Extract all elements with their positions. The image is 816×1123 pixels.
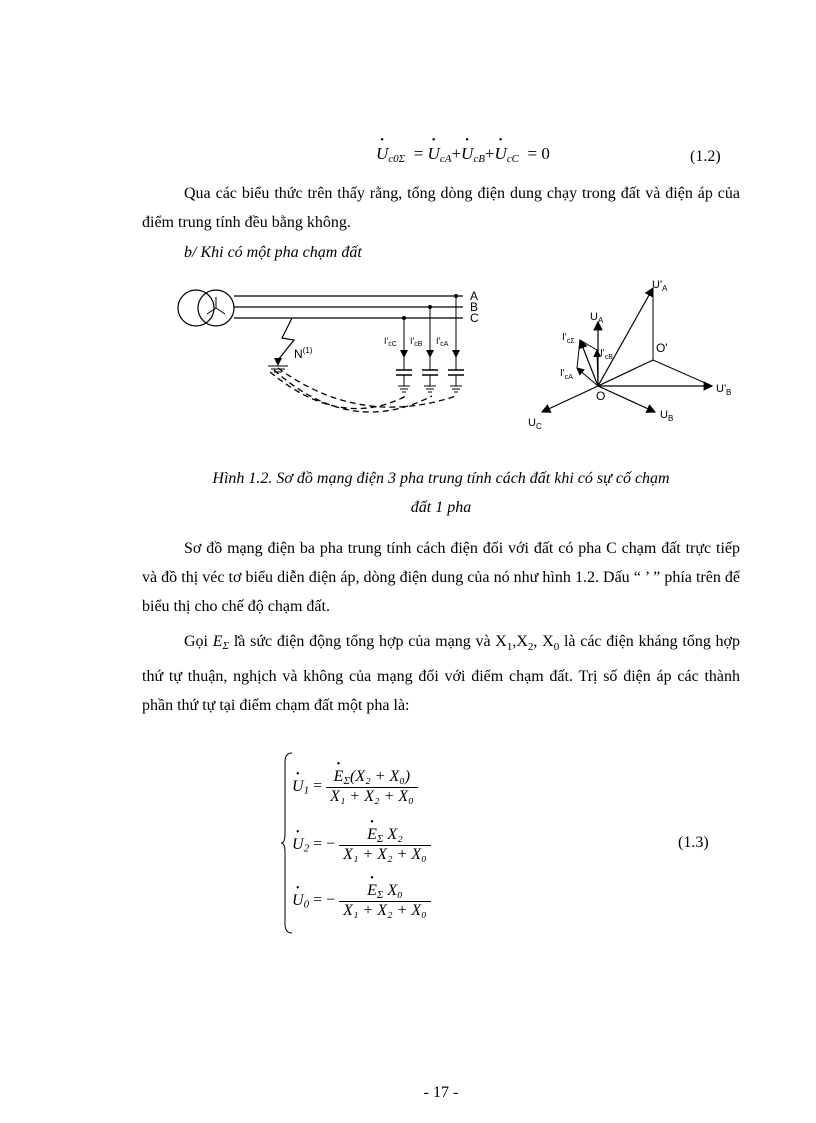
label-uc: $U_C$ — [528, 417, 542, 431]
vector-uc — [542, 386, 598, 412]
eq13-row2-lhs: • U — [292, 836, 304, 853]
eq13-row2-den: X₁ + X₂ + X₀ — [343, 846, 427, 863]
eq12-t1-sub: cA — [439, 153, 452, 165]
eq13-row2-num-sub: Σ — [376, 833, 384, 845]
eq12-lhs-sub: c0Σ — [388, 153, 406, 165]
eq13-row1-num-sub: Σ — [343, 775, 350, 787]
equation-1-3-number: (1.3) — [678, 834, 709, 851]
vector-neutral — [598, 360, 653, 386]
eq13-row3-num-rest: X₀ — [383, 882, 403, 899]
p3-sep1: ,X — [512, 633, 528, 650]
arrow-c — [400, 350, 408, 358]
paragraph-2: Sơ đồ mạng điện ba pha trung tính cách điện đối với đất có pha C chạm đất trực tiếp và đồ thị véc tơ biểu diễn điện áp, dòng điện dung của nó như hình 1.2. Dấu “ ’ ” phía trên để biểu thị cho chế độ chạm đất. — [142, 540, 740, 615]
cap-grounds — [398, 375, 462, 392]
eq13-row2-fraction — [339, 826, 431, 864]
vector-ic-sigma — [580, 340, 598, 386]
eq13-row3-num: • E — [367, 882, 377, 899]
figure-caption-line-1: Hình 1.2. Sơ đồ mạng điện 3 pha trung tính cách đất khi có sự cố chạm — [212, 470, 670, 487]
p3-emf-symbol: • E — [213, 633, 223, 650]
fault-ground — [268, 366, 288, 372]
cap-label-c: $I'_{cC}$ — [384, 336, 397, 348]
eq12-t3: • U — [495, 144, 507, 163]
label-ica: $I'_{cA}$ — [560, 368, 573, 381]
cap-label-a: $I'_{cA}$ — [436, 336, 449, 348]
arrow-a — [452, 350, 460, 358]
p3-suffix: là các điện kháng tổng hợp thứ tự thuận, nghịch và không của mạng đối với điểm chạm đất. Trị số điện áp các thành phần thứ tự tại điểm chạm đất một pha là: — [142, 633, 741, 715]
eq13-row2-lhs-sub: 2 — [303, 842, 310, 855]
p3-middle: là sức điện động tổng hợp của mạng và X — [229, 633, 507, 650]
eq13-row1-den: X₁ + X₂ + X₀ — [330, 788, 414, 805]
p3-prefix: Gọi — [184, 633, 213, 650]
eq13-row3-num-sub: Σ — [376, 889, 384, 901]
equation-1-2-number: (1.2) — [690, 148, 721, 165]
p3-emf-sub: Σ — [222, 640, 230, 652]
page-number: - 17 - — [423, 1084, 459, 1101]
figure-caption-line-2: đất 1 pha — [410, 499, 472, 516]
capacitors — [396, 370, 464, 375]
fault-symbol — [278, 318, 294, 360]
subheading: b/ Khi có một pha chạm đất — [184, 244, 362, 261]
phase-label-b: B — [470, 300, 479, 314]
fault-arrow — [274, 358, 282, 366]
circuit-diagram — [170, 278, 490, 428]
eq13-row3-sign: = − — [313, 891, 336, 909]
label-o-prime: O' — [656, 341, 668, 355]
paragraph-3 — [142, 627, 740, 720]
eq12-t3-sub: cC — [506, 153, 520, 165]
line-ica-icsigma — [577, 340, 580, 368]
equation-1-3-row-1 — [292, 768, 418, 806]
eq13-row3-lhs-sub: 0 — [303, 898, 310, 911]
fault-label: $N^{(1)}$ — [294, 346, 313, 361]
eq13-row2-sign: = − — [313, 835, 336, 853]
phase-label-a: A — [470, 289, 479, 303]
equation-1-3-row-2 — [292, 826, 431, 864]
eq13-row2-num-rest: X₂ — [383, 826, 403, 843]
eq13-row1-num: • E — [334, 768, 344, 785]
vector-up-a — [598, 288, 653, 386]
eq13-row1-sign: = — [313, 777, 323, 795]
equation-1-3-row-3 — [292, 882, 431, 920]
phase-label-c: C — [470, 311, 479, 325]
eq12-t2-sub: cB — [473, 153, 485, 165]
label-up-a: $U'_A$ — [652, 279, 668, 293]
label-ic-sigma: $I'_{c\Sigma}$ — [562, 332, 575, 345]
eq13-row2-num: • E — [367, 826, 377, 843]
return-path-1 — [278, 368, 456, 407]
eq13-row3-lhs: • U — [292, 892, 304, 909]
label-icb: $I'_{cB}$ — [600, 348, 613, 361]
label-up-b: $U'_B$ — [716, 383, 732, 397]
eq13-row3-fraction — [339, 882, 431, 920]
line-oprime-upb — [653, 360, 712, 386]
label-o: O — [596, 389, 606, 403]
vector-ub — [598, 386, 655, 412]
eq13-row1-fraction — [326, 768, 418, 806]
label-ub: $U_B$ — [660, 409, 674, 423]
eq13-row3-den: X₁ + X₂ + X₀ — [343, 902, 427, 919]
eq13-row1-num-rest: (X₂ + X₀) — [350, 768, 411, 785]
label-ua: $U_A$ — [590, 311, 604, 325]
wye-symbol — [207, 297, 225, 314]
phasor-diagram — [520, 278, 750, 438]
return-path-3 — [270, 372, 406, 409]
cap-label-b: $I'_{cB}$ — [410, 336, 423, 348]
p3-x2-sub: 2 — [527, 641, 534, 654]
eq13-row1-lhs: • U — [292, 778, 304, 795]
paragraph-1: Qua các biểu thức trên thấy rằng, tổng dòng điện dung chạy trong đất và điện áp của điểm trung tính đều bằng không. — [142, 185, 740, 231]
p3-x1-sub: 1 — [506, 641, 513, 654]
eq12-t1: • U — [428, 144, 440, 163]
p3-sep2: , X — [533, 633, 554, 650]
arrow-b — [426, 350, 434, 358]
transformer-primary — [178, 290, 214, 326]
eq13-row1-lhs-sub: 1 — [303, 784, 310, 797]
p3-x0-sub: 0 — [553, 641, 560, 654]
eq12-t2: • U — [461, 144, 473, 163]
eq12-rhs: 0 — [541, 144, 550, 163]
equation-1-2: • $U_{c0\Sigma}$ = • $U_{cA}+•$ $U_{cB}+•$ $U_{cC} = 0$ — [376, 144, 550, 165]
eq12-lhs: • U — [376, 144, 388, 163]
